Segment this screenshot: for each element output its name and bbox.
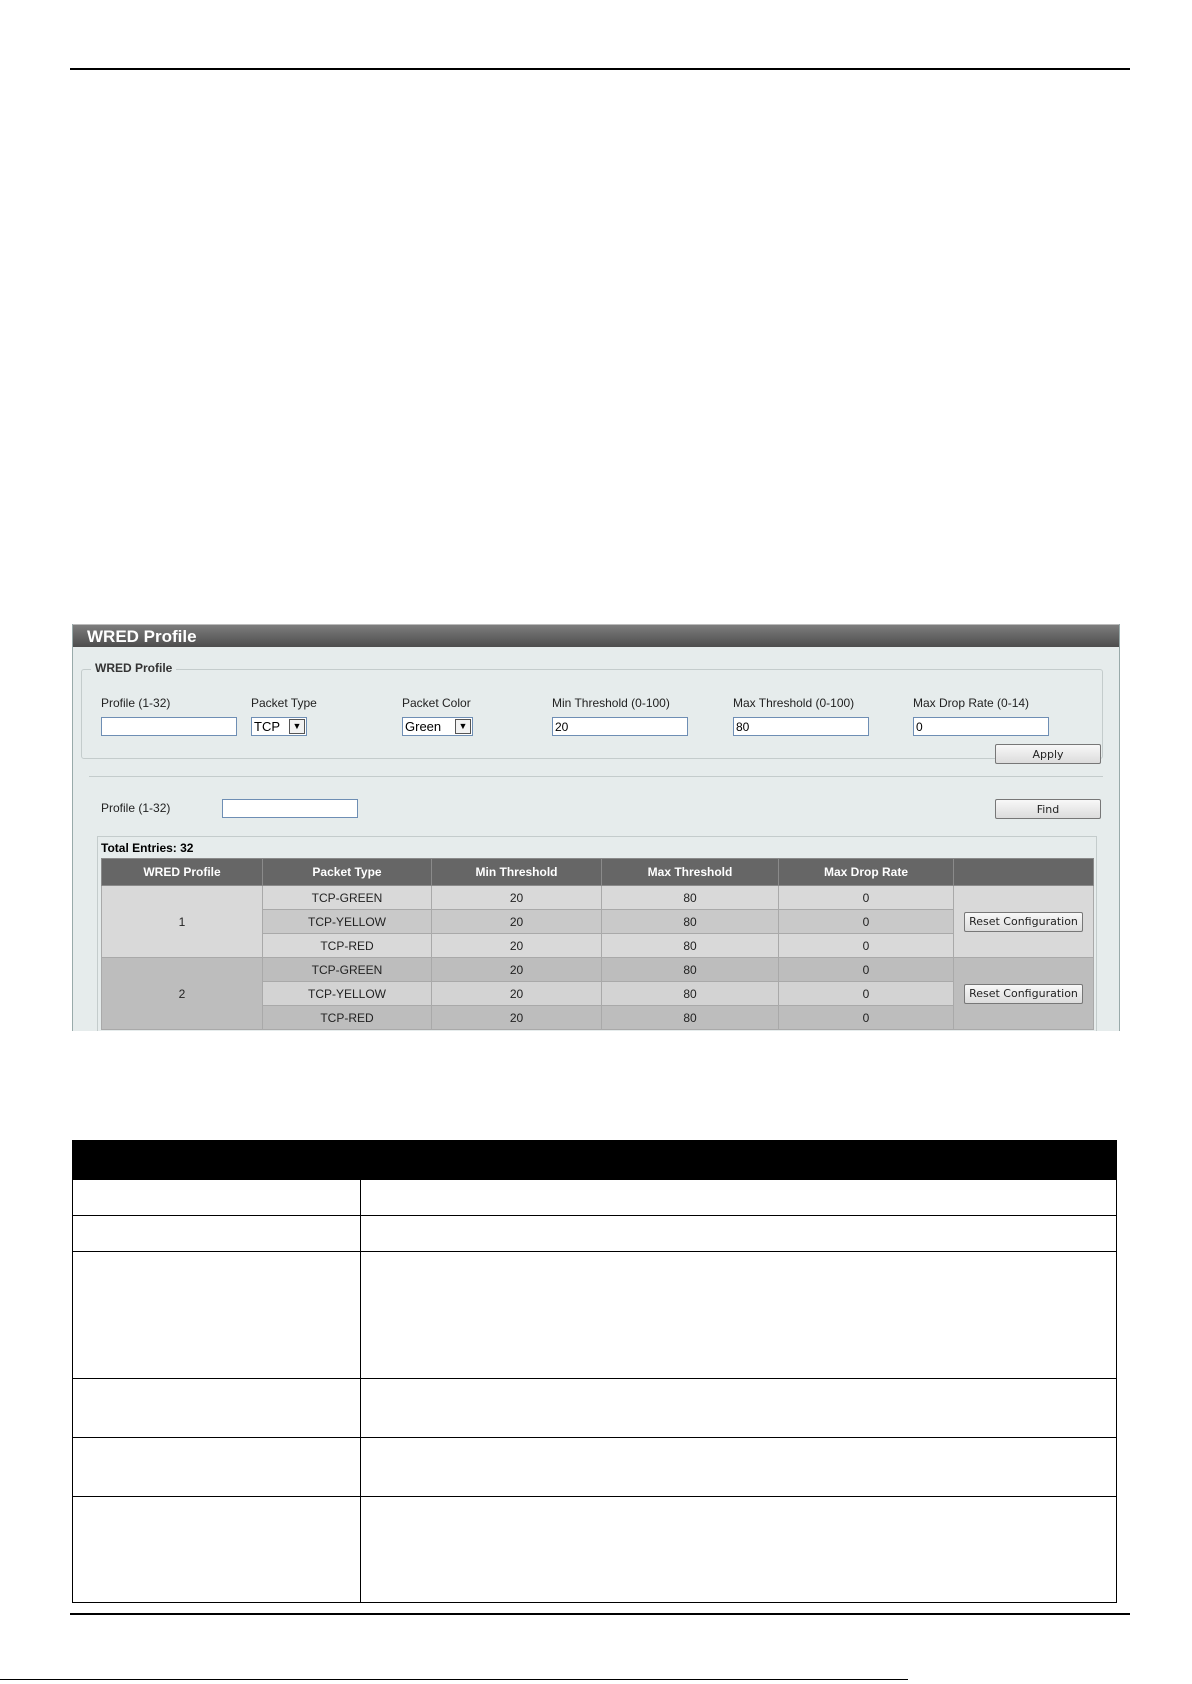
max-threshold-input[interactable] bbox=[733, 717, 869, 736]
header-actions bbox=[954, 859, 1094, 886]
wred-profile-fieldset bbox=[81, 669, 1103, 759]
fieldset-legend: WRED Profile bbox=[91, 661, 176, 675]
max-drop-rate-cell: 0 bbox=[779, 886, 954, 910]
max-drop-rate-cell: 0 bbox=[779, 982, 954, 1006]
top-rule bbox=[70, 68, 1130, 70]
min-threshold-cell: 20 bbox=[432, 910, 602, 934]
header-min-threshold: Min Threshold bbox=[432, 859, 602, 886]
table-row bbox=[73, 1252, 1117, 1379]
packet-type-cell: TCP-RED bbox=[263, 934, 432, 958]
packet-type-selected: TCP bbox=[254, 719, 280, 734]
wred-profile-panel bbox=[72, 624, 1120, 1031]
table-header-row bbox=[73, 1141, 1117, 1180]
chevron-down-icon[interactable]: ▼ bbox=[289, 719, 305, 734]
packet-type-label: Packet Type bbox=[251, 696, 317, 710]
packet-type-select[interactable] bbox=[251, 717, 307, 736]
header-parameter bbox=[73, 1141, 361, 1180]
chevron-down-icon[interactable]: ▼ bbox=[455, 719, 471, 734]
max-threshold-cell: 80 bbox=[602, 934, 779, 958]
profile-input[interactable] bbox=[101, 717, 237, 736]
max-threshold-cell: 80 bbox=[602, 886, 779, 910]
max-drop-rate-label: Max Drop Rate (0-14) bbox=[913, 696, 1030, 710]
apply-button[interactable]: Apply bbox=[995, 744, 1101, 764]
footer-rule bbox=[0, 1679, 908, 1680]
min-threshold-label: Min Threshold (0-100) bbox=[552, 696, 670, 710]
min-threshold-cell: 20 bbox=[432, 886, 602, 910]
max-threshold-cell: 80 bbox=[602, 910, 779, 934]
max-drop-rate-cell: 0 bbox=[779, 1006, 954, 1030]
min-threshold-cell: 20 bbox=[432, 1006, 602, 1030]
profile-id-cell: 1 bbox=[102, 886, 263, 958]
packet-type-cell: TCP-GREEN bbox=[263, 886, 432, 910]
header-max-threshold: Max Threshold bbox=[602, 859, 779, 886]
find-profile-input[interactable] bbox=[222, 799, 358, 818]
action-cell bbox=[954, 886, 1094, 958]
parameter-description-table bbox=[72, 1140, 1117, 1603]
find-button[interactable]: Find bbox=[995, 799, 1101, 819]
reset-configuration-button[interactable]: Reset Configuration bbox=[964, 984, 1083, 1004]
packet-color-select[interactable] bbox=[402, 717, 473, 736]
header-wred-profile: WRED Profile bbox=[102, 859, 263, 886]
max-drop-rate-cell: 0 bbox=[779, 934, 954, 958]
header-description bbox=[361, 1141, 1117, 1180]
action-cell bbox=[954, 958, 1094, 1030]
table-row bbox=[73, 1216, 1117, 1252]
find-profile-label: Profile (1-32) bbox=[101, 801, 171, 815]
table-row bbox=[73, 1379, 1117, 1438]
total-entries: Total Entries: 32 bbox=[101, 841, 194, 855]
table-header-row bbox=[102, 859, 1094, 886]
packet-color-label: Packet Color bbox=[402, 696, 471, 710]
profile-label: Profile (1-32) bbox=[101, 696, 171, 710]
packet-color-selected: Green bbox=[405, 719, 442, 734]
packet-type-cell: TCP-GREEN bbox=[263, 958, 432, 982]
packet-type-cell: TCP-RED bbox=[263, 1006, 432, 1030]
max-threshold-cell: 80 bbox=[602, 982, 779, 1006]
wred-profile-table bbox=[101, 858, 1094, 1030]
reset-configuration-button[interactable]: Reset Configuration bbox=[964, 912, 1083, 932]
table-row bbox=[73, 1497, 1117, 1603]
max-drop-rate-cell: 0 bbox=[779, 910, 954, 934]
max-threshold-label: Max Threshold (0-100) bbox=[733, 696, 855, 710]
packet-type-cell: TCP-YELLOW bbox=[263, 982, 432, 1006]
header-max-drop-rate: Max Drop Rate bbox=[779, 859, 954, 886]
header-packet-type: Packet Type bbox=[263, 859, 432, 886]
max-threshold-cell: 80 bbox=[602, 958, 779, 982]
max-drop-rate-input[interactable] bbox=[913, 717, 1049, 736]
min-threshold-cell: 20 bbox=[432, 934, 602, 958]
bottom-rule bbox=[70, 1613, 1130, 1615]
max-threshold-cell: 80 bbox=[602, 1006, 779, 1030]
profile-id-cell: 2 bbox=[102, 958, 263, 1030]
min-threshold-cell: 20 bbox=[432, 982, 602, 1006]
section-divider bbox=[89, 776, 1103, 777]
table-row bbox=[102, 958, 1094, 982]
table-row bbox=[73, 1180, 1117, 1216]
min-threshold-input[interactable] bbox=[552, 717, 688, 736]
min-threshold-cell: 20 bbox=[432, 958, 602, 982]
max-drop-rate-cell: 0 bbox=[779, 958, 954, 982]
table-row bbox=[102, 886, 1094, 910]
table-row bbox=[73, 1438, 1117, 1497]
panel-title: WRED Profile bbox=[73, 624, 1119, 647]
packet-type-cell: TCP-YELLOW bbox=[263, 910, 432, 934]
